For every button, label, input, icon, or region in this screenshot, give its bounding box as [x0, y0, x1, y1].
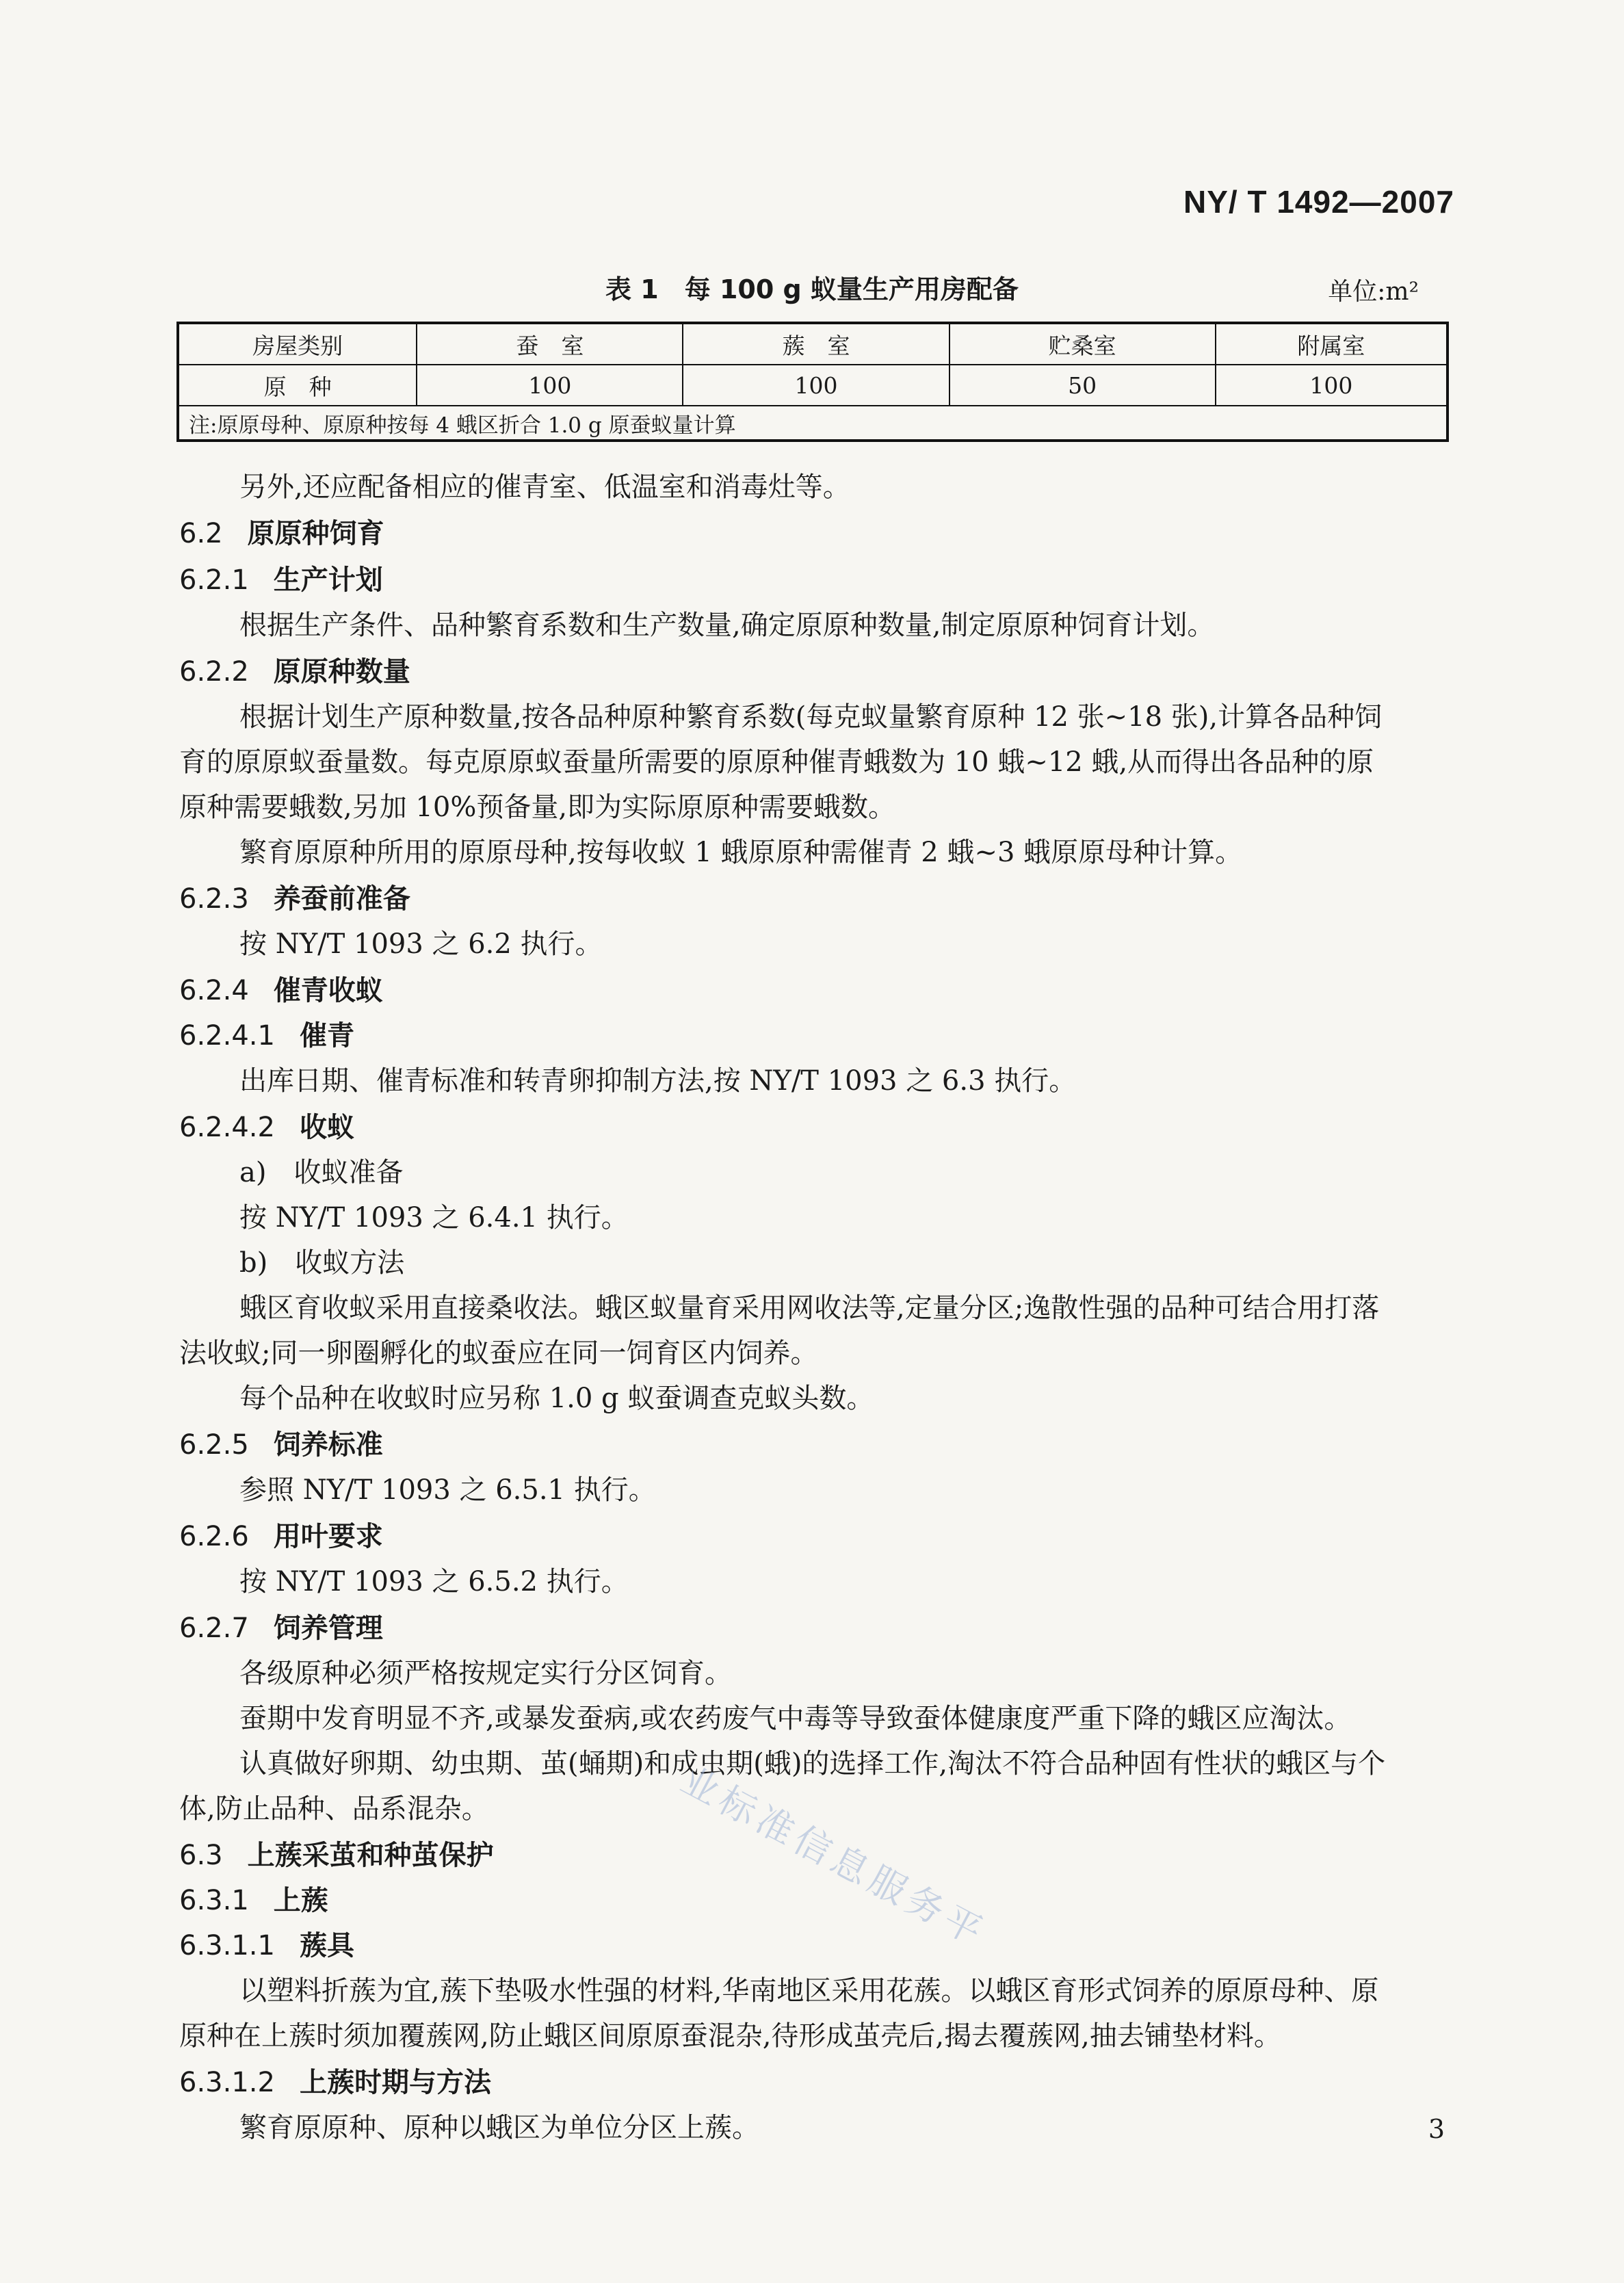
- section-number: 6.3.1.1: [179, 1930, 275, 1961]
- section-title: 蔟具: [299, 1930, 354, 1961]
- paragraph: 出库日期、催青标准和转青卵抑制方法,按 NY/T 1093 之 6.3 执行。: [239, 1065, 1077, 1097]
- section-heading: [179, 877, 1624, 916]
- section-title: 饲养标准: [273, 1429, 383, 1461]
- document-code: NY/ T 1492—2007: [1183, 184, 1454, 220]
- section-number: 6.2.5: [179, 1429, 249, 1461]
- page-number: 3: [1428, 2114, 1445, 2144]
- section-number: 6.2.4: [179, 975, 249, 1006]
- section-number: 6.3.1.2: [179, 2067, 275, 2098]
- table-header-cell: 附属室: [1216, 323, 1448, 365]
- table-cell: 100: [683, 365, 949, 406]
- table-row: [178, 365, 1448, 406]
- section-heading: [179, 1014, 1624, 1053]
- watermark: 业标准信息服务平: [674, 1758, 994, 1956]
- paragraph: 原种在上蔟时须加覆蔟网,防止蛾区间原原蚕混杂,待形成茧壳后,揭去覆蔟网,抽去铺垫材料。: [179, 2020, 1281, 2052]
- section-number: 6.3.1: [179, 1885, 249, 1916]
- paragraph: 法收蚁;同一卵圈孵化的蚁蚕应在同一饲育区内饲养。: [179, 1338, 818, 1369]
- paragraph: 根据生产条件、品种繁育系数和生产数量,确定原原种数量,制定原原种饲育计划。: [239, 610, 1215, 641]
- table-header-cell: 蔟 室: [683, 323, 949, 365]
- section-number: 6.2.1: [179, 564, 249, 596]
- section-number: 6.2.4.2: [179, 1112, 275, 1143]
- section-heading: [179, 1423, 1624, 1462]
- list-label: b) 收蚁方法: [239, 1247, 405, 1279]
- section-number: 6.2.2: [179, 656, 249, 688]
- section-heading: [179, 1924, 1624, 1963]
- paragraph: 按 NY/T 1093 之 6.4.1 执行。: [239, 1202, 629, 1234]
- table-note-row: [178, 406, 1448, 441]
- section-heading: [179, 1606, 1624, 1645]
- section-title: 饲养管理: [273, 1613, 383, 1644]
- section-title: 催青: [299, 1020, 354, 1052]
- list-label: a) 收蚁准备: [239, 1157, 404, 1188]
- section-heading: [179, 512, 1624, 551]
- table-cell: 100: [417, 365, 683, 406]
- section-title: 上蔟采茧和种茧保护: [247, 1840, 494, 1871]
- section-title: 催青收蚁: [273, 975, 383, 1006]
- table-caption: 表 1 每 100 g 蚁量生产用房配备: [605, 274, 1019, 304]
- section-number: 6.2.4.1: [179, 1020, 275, 1052]
- section-heading: [179, 558, 1624, 597]
- housing-table: [176, 322, 1449, 442]
- section-heading: [179, 2061, 1624, 2100]
- paragraph: 蛾区育收蚁采用直接桑收法。蛾区蚁量育采用网收法等,定量分区;逸散性强的品种可结合用打落: [239, 1292, 1380, 1324]
- section-number: 6.2.3: [179, 883, 249, 915]
- section-number: 6.2.6: [179, 1521, 249, 1552]
- table-unit: 单位:m²: [1328, 278, 1419, 306]
- paragraph: 蚕期中发育明显不齐,或暴发蚕病,或农药废气中毒等导致蚕体健康度严重下降的蛾区应淘汰。: [239, 1703, 1352, 1734]
- table-cell: 50: [949, 365, 1216, 406]
- section-title: 用叶要求: [273, 1521, 383, 1552]
- section-title: 上蔟时期与方法: [299, 2067, 491, 2098]
- paragraph: 以塑料折蔟为宜,蔟下垫吸水性强的材料,华南地区采用花蔟。以蛾区育形式饲养的原原母种、原: [239, 1975, 1379, 2007]
- section-heading: [179, 1515, 1624, 1554]
- table-cell: 100: [1216, 365, 1448, 406]
- section-number: 6.3: [179, 1840, 223, 1871]
- section-number: 6.2.7: [179, 1613, 249, 1644]
- section-title: 收蚁: [299, 1112, 354, 1143]
- section-title: 原原种数量: [273, 656, 410, 688]
- paragraph: 按 NY/T 1093 之 6.5.2 执行。: [239, 1566, 629, 1597]
- table-header-cell: 贮桑室: [949, 323, 1216, 365]
- paragraph: 繁育原原种、原种以蛾区为单位分区上蔟。: [239, 2112, 759, 2143]
- table-cell: 原 种: [178, 365, 417, 406]
- section-title: 养蚕前准备: [273, 883, 410, 915]
- section-title: 生产计划: [273, 564, 383, 596]
- section-heading: [179, 969, 1624, 1008]
- section-heading: [179, 650, 1624, 689]
- paragraph: 另外,还应配备相应的催青室、低温室和消毒灶等。: [239, 471, 850, 503]
- section-title: 原原种饲育: [247, 518, 384, 549]
- section-heading: [179, 1106, 1624, 1145]
- table-note: 注:原原母种、原原种按每 4 蛾区折合 1.0 g 原蚕蚁量计算: [178, 406, 1448, 441]
- paragraph: 各级原种必须严格按规定实行分区饲育。: [239, 1658, 732, 1689]
- table-header-cell: 房屋类别: [178, 323, 417, 365]
- paragraph: 认真做好卵期、幼虫期、茧(蛹期)和成虫期(蛾)的选择工作,淘汰不符合品种固有性状的蛾区与个: [239, 1748, 1386, 1779]
- paragraph: 按 NY/T 1093 之 6.2 执行。: [239, 928, 603, 960]
- paragraph: 原种需要蛾数,另加 10%预备量,即为实际原原种需要蛾数。: [179, 792, 896, 823]
- paragraph: 繁育原原种所用的原原母种,按每收蚁 1 蛾原原种需催青 2 蛾~3 蛾原原母种计算。: [239, 837, 1243, 868]
- table-header-row: [178, 323, 1448, 365]
- table-header-cell: 蚕 室: [417, 323, 683, 365]
- section-title: 上蔟: [273, 1885, 328, 1916]
- paragraph: 育的原原蚁蚕量数。每克原原蚁蚕量所需要的原原种催青蛾数为 10 蛾~12 蛾,从而得出各品种的原: [179, 746, 1374, 778]
- paragraph: 体,防止品种、品系混杂。: [179, 1793, 489, 1825]
- paragraph: 根据计划生产原种数量,按各品种原种繁育系数(每克蚁量繁育原种 12 张~18 张),计算各品种饲: [239, 701, 1383, 733]
- paragraph: 每个品种在收蚁时应另称 1.0 g 蚁蚕调查克蚁头数。: [239, 1383, 874, 1414]
- section-number: 6.2: [179, 518, 223, 549]
- paragraph: 参照 NY/T 1093 之 6.5.1 执行。: [239, 1474, 656, 1506]
